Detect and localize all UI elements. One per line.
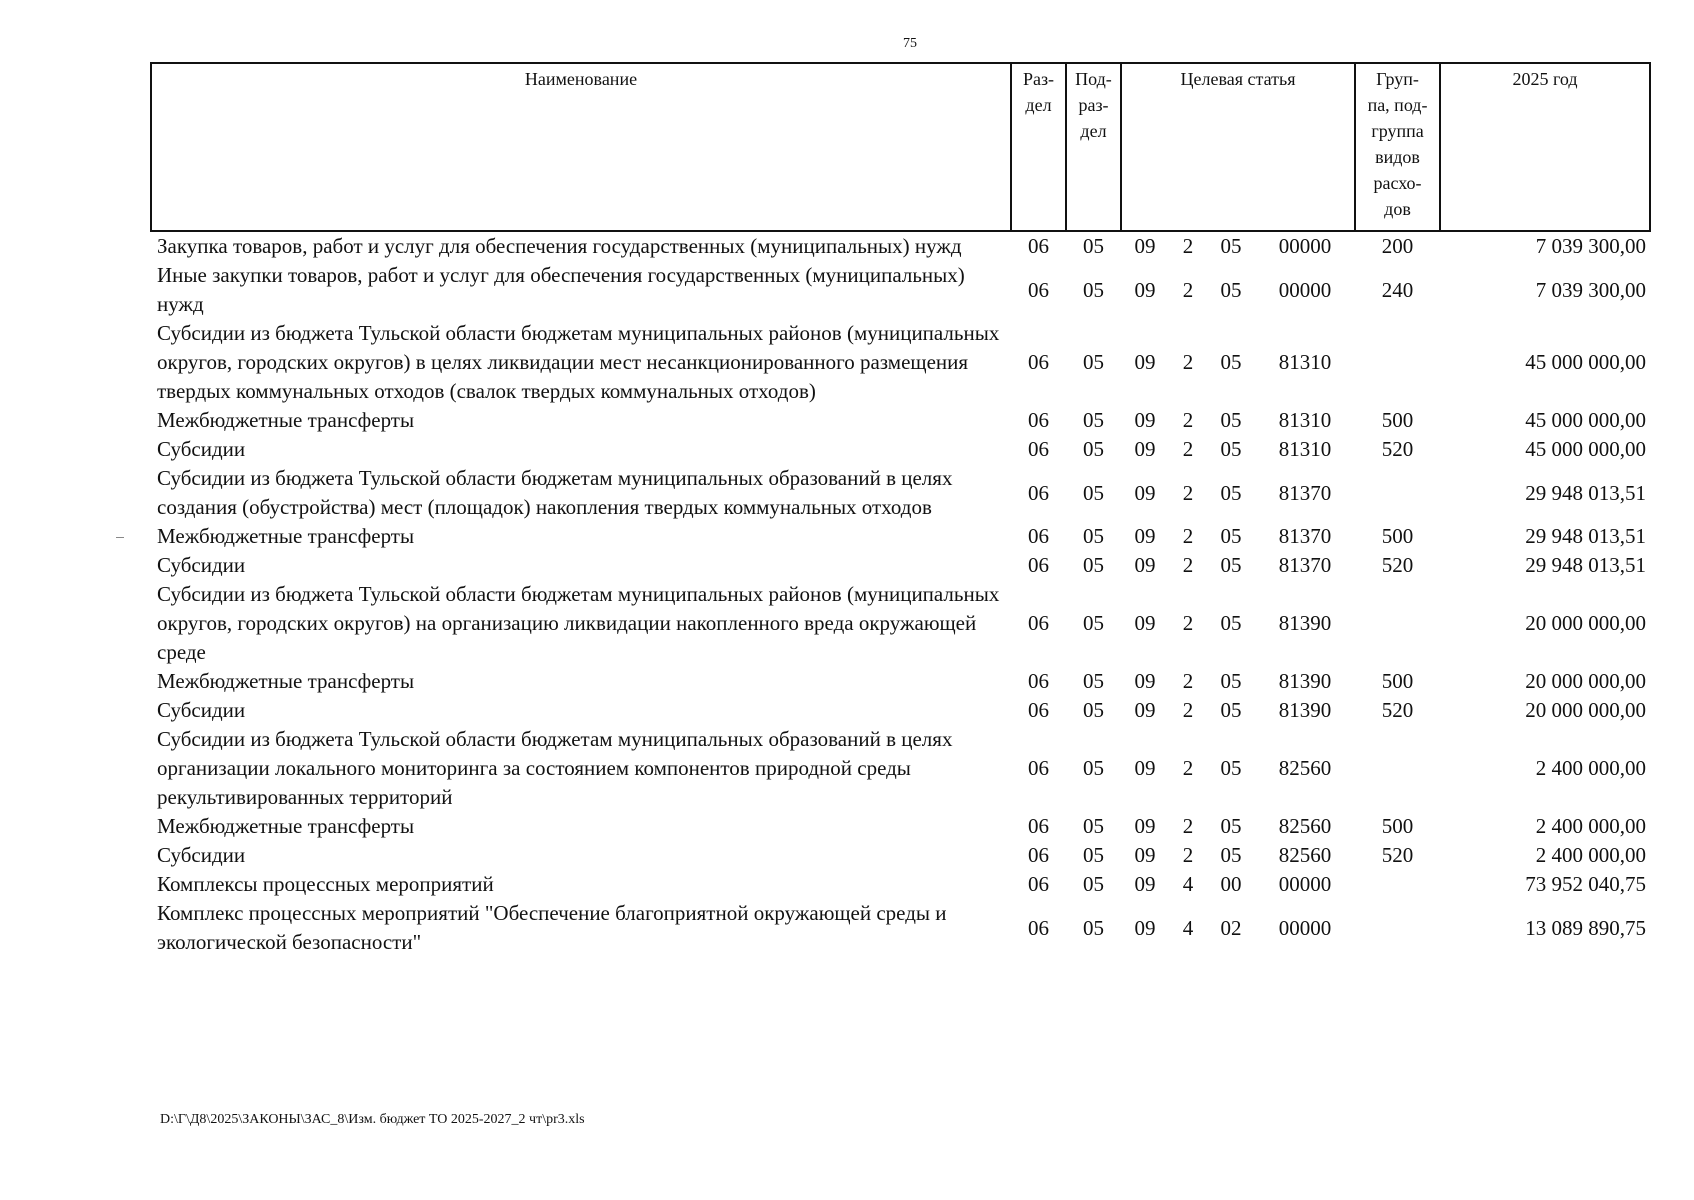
row-expense-group: 500 [1381,524,1414,548]
row-amount: 2 400 000,00 [1535,843,1647,867]
row-name: Субсидии из бюджета Тульской области бюджетам муниципальных районов (муниципальных округов, городских округов) в целях ликвидации мест несанкционированного размещения твердых коммунальных отходов (свалок твердых коммунальных отходов) [157,321,1000,403]
row-amount: 20 000 000,00 [1525,611,1647,635]
row-target-type: 2 [1182,814,1194,838]
row-expense-group: 240 [1381,277,1414,302]
row-podrazdel: 05 [1083,669,1104,693]
row-target-program: 09 [1134,350,1156,374]
row-target-structure: 05 [1220,698,1242,722]
row-name: Субсидии [157,698,246,722]
row-amount: 45 000 000,00 [1525,437,1647,461]
row-amount: 29 948 013,51 [1525,553,1647,577]
row-target-structure: 05 [1220,814,1242,838]
row-razdel: 06 [1028,611,1049,635]
row-target-direction: 81390 [1278,698,1332,722]
row-target-structure: 05 [1220,524,1242,548]
row-target-direction: 81390 [1278,611,1332,635]
row-target-direction: 81370 [1278,524,1332,548]
row-expense-group: 200 [1381,234,1414,258]
row-target-structure: 05 [1220,756,1242,780]
row-podrazdel: 05 [1083,277,1104,302]
row-razdel: 06 [1028,350,1049,374]
row-razdel: 06 [1028,843,1049,867]
row-target-direction: 81370 [1278,553,1332,577]
row-podrazdel: 05 [1083,756,1104,780]
table-row [151,464,1650,522]
table-row [151,231,1650,261]
row-name: Межбюджетные трансферты [157,814,415,838]
row-name: Субсидии [157,553,246,577]
row-target-program: 09 [1134,524,1156,548]
row-amount: 2 400 000,00 [1535,814,1647,838]
row-razdel: 06 [1028,480,1049,505]
row-razdel: 06 [1028,524,1049,548]
table-row [151,435,1650,464]
table-row [151,522,1650,551]
row-target-type: 2 [1182,756,1194,780]
row-razdel: 06 [1028,277,1049,302]
table-row [151,725,1650,812]
row-target-structure: 05 [1220,843,1242,867]
row-target-type: 2 [1182,553,1194,577]
row-target-program: 09 [1134,669,1156,693]
row-target-program: 09 [1134,872,1156,896]
row-expense-group: 520 [1381,698,1414,722]
row-name: Комплекс процессных мероприятий "Обеспечение благоприятной окружающей среды и экологической безопасности" [157,901,947,954]
row-target-program: 09 [1134,480,1156,505]
row-target-program: 09 [1134,814,1156,838]
row-podrazdel: 05 [1083,872,1104,896]
row-name: Субсидии из бюджета Тульской области бюджетам муниципальных образований в целях создания (обустройства) мест (площадок) накопления твердых коммунальных отходов [157,466,953,519]
budget-table [150,62,1651,957]
table-row [151,667,1650,696]
row-target-structure: 05 [1220,553,1242,577]
row-target-structure: 05 [1220,669,1242,693]
row-expense-group [1355,464,1440,522]
row-podrazdel: 05 [1083,843,1104,867]
row-razdel: 06 [1028,814,1049,838]
table-body [151,231,1650,957]
row-podrazdel: 05 [1083,553,1104,577]
row-amount: 20 000 000,00 [1525,669,1647,693]
row-target-program: 09 [1134,698,1156,722]
row-target-type: 2 [1182,277,1194,302]
table-row [151,406,1650,435]
row-expense-group [1355,899,1440,957]
row-expense-group: 500 [1381,814,1414,838]
row-razdel: 06 [1028,872,1049,896]
row-razdel: 06 [1028,915,1049,940]
row-name: Субсидии [157,843,246,867]
row-podrazdel: 05 [1083,408,1104,432]
row-target-type: 2 [1182,669,1194,693]
header-name: Наименование [151,63,1011,231]
row-name: Субсидии [157,437,246,461]
table-row [151,261,1650,319]
row-expense-group: 500 [1381,669,1414,693]
table-header-row [151,63,1650,231]
row-target-direction: 00000 [1278,915,1332,940]
row-target-direction: 00000 [1278,234,1332,258]
row-expense-group [1355,725,1440,812]
table-row [151,899,1650,957]
row-amount: 29 948 013,51 [1525,524,1647,548]
row-target-program: 09 [1134,611,1156,635]
row-razdel: 06 [1028,234,1049,258]
row-target-direction: 81310 [1278,350,1332,374]
row-expense-group [1355,580,1440,667]
scan-margin-mark [116,537,124,538]
row-target-direction: 82560 [1278,843,1332,867]
row-target-type: 2 [1182,524,1194,548]
row-amount: 2 400 000,00 [1535,756,1647,780]
row-target-type: 2 [1182,698,1194,722]
row-podrazdel: 05 [1083,698,1104,722]
row-name: Комплексы процессных мероприятий [157,872,494,896]
row-target-type: 2 [1182,611,1194,635]
row-razdel: 06 [1028,437,1049,461]
row-target-structure: 05 [1220,437,1242,461]
row-target-type: 2 [1182,843,1194,867]
row-expense-group: 520 [1381,553,1414,577]
row-name: Иные закупки товаров, работ и услуг для обеспечения государственных (муниципальных) нужд [157,263,965,316]
table-row [151,841,1650,870]
row-target-program: 09 [1134,756,1156,780]
row-podrazdel: 05 [1083,814,1104,838]
row-target-type: 2 [1182,437,1194,461]
row-target-type: 2 [1182,350,1194,374]
row-name: Субсидии из бюджета Тульской области бюджетам муниципальных районов (муниципальных округов, городских округов) на организацию ликвидации накопленного вреда окружающей среде [157,582,1000,664]
row-razdel: 06 [1028,698,1049,722]
header-podrazdel: Под- раз- дел [1066,63,1121,231]
row-name: Субсидии из бюджета Тульской области бюджетам муниципальных образований в целях организации локального мониторинга за состоянием компонентов природной среды рекультивированных территорий [157,727,953,809]
row-amount: 29 948 013,51 [1525,480,1647,505]
row-target-program: 09 [1134,234,1156,258]
row-target-program: 09 [1134,915,1156,940]
row-target-program: 09 [1134,553,1156,577]
row-expense-group: 520 [1381,843,1414,867]
row-target-direction: 81310 [1278,437,1332,461]
row-target-structure: 05 [1220,611,1242,635]
header-expense-group: Груп- па, под- группа видов расхо- дов [1355,63,1440,231]
row-expense-group [1355,319,1440,406]
row-razdel: 06 [1028,756,1049,780]
row-target-direction: 81310 [1278,408,1332,432]
row-target-direction: 82560 [1278,814,1332,838]
row-amount: 7 039 300,00 [1535,277,1647,302]
row-amount: 7 039 300,00 [1535,234,1647,258]
table-row [151,551,1650,580]
row-target-direction: 82560 [1278,756,1332,780]
row-target-direction: 00000 [1278,277,1332,302]
row-name: Межбюджетные трансферты [157,669,415,693]
row-target-program: 09 [1134,843,1156,867]
row-target-structure: 05 [1220,234,1242,258]
row-razdel: 06 [1028,553,1049,577]
row-expense-group: 500 [1381,408,1414,432]
row-target-structure: 00 [1220,872,1242,896]
row-razdel: 06 [1028,408,1049,432]
row-expense-group: 520 [1381,437,1414,461]
row-name: Закупка товаров, работ и услуг для обеспечения государственных (муниципальных) нужд [157,234,962,258]
header-year: 2025 год [1440,63,1650,231]
row-target-direction: 81390 [1278,669,1332,693]
row-target-direction: 81370 [1278,480,1332,505]
row-podrazdel: 05 [1083,234,1104,258]
row-podrazdel: 05 [1083,437,1104,461]
row-podrazdel: 05 [1083,915,1104,940]
row-target-structure: 05 [1220,350,1242,374]
row-amount: 73 952 040,75 [1525,872,1647,896]
row-target-program: 09 [1134,277,1156,302]
row-target-direction: 00000 [1278,872,1332,896]
row-amount: 45 000 000,00 [1525,350,1647,374]
row-name: Межбюджетные трансферты [157,408,415,432]
table-row [151,812,1650,841]
row-razdel: 06 [1028,669,1049,693]
row-target-type: 2 [1182,234,1194,258]
row-amount: 13 089 890,75 [1525,915,1647,940]
row-target-type: 2 [1182,480,1194,505]
row-target-structure: 02 [1220,915,1242,940]
row-podrazdel: 05 [1083,524,1104,548]
row-target-type: 4 [1182,915,1194,940]
row-podrazdel: 05 [1083,611,1104,635]
table-row [151,319,1650,406]
row-target-structure: 05 [1220,480,1242,505]
header-target-article: Целевая статья [1121,63,1355,231]
row-target-type: 4 [1182,872,1194,896]
header-razdel: Раз- дел [1011,63,1066,231]
row-amount: 20 000 000,00 [1525,698,1647,722]
row-podrazdel: 05 [1083,480,1104,505]
row-target-structure: 05 [1220,408,1242,432]
row-expense-group [1355,870,1440,899]
file-path-footer: D:\Г\Д8\2025\ЗАКОНЫ\ЗАС_8\Изм. бюджет ТО 2025-2027_2 чт\pr3.xls [160,1112,585,1127]
page-number: 75 [903,36,917,51]
table-row [151,696,1650,725]
row-amount: 45 000 000,00 [1525,408,1647,432]
table-row [151,870,1650,899]
table-row [151,580,1650,667]
row-podrazdel: 05 [1083,350,1104,374]
row-target-type: 2 [1182,408,1194,432]
row-target-program: 09 [1134,437,1156,461]
row-target-program: 09 [1134,408,1156,432]
row-name: Межбюджетные трансферты [157,524,415,548]
row-target-structure: 05 [1220,277,1242,302]
